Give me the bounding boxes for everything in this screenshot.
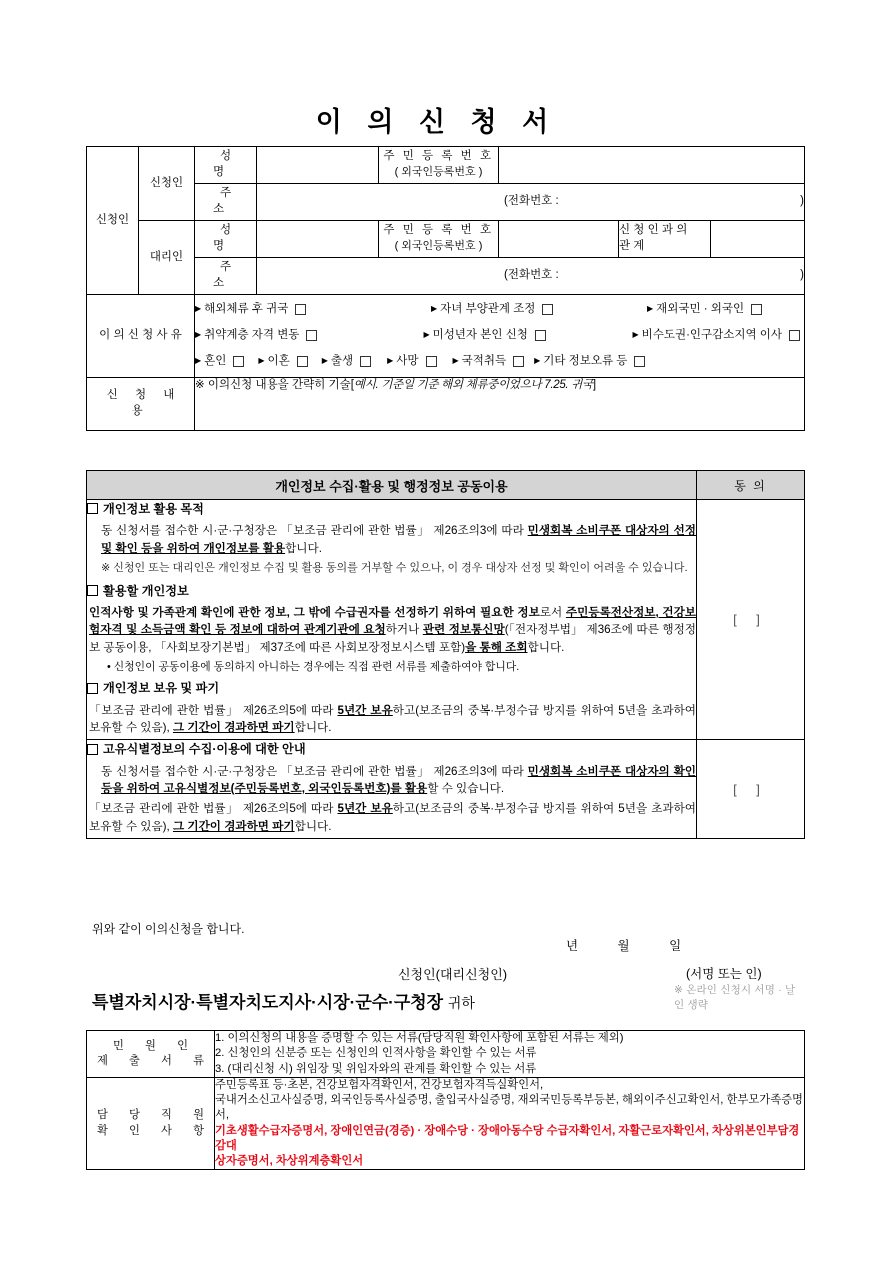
reason-option-overseas-return[interactable]: ▶ 해외체류 후 귀국 (195, 302, 431, 318)
consent-table (86, 470, 805, 839)
checkbox[interactable] (426, 356, 437, 367)
table-row (87, 1077, 805, 1170)
reason-option-relocation[interactable]: ▶ 비수도권·인구감소지역 이사 (633, 328, 805, 344)
consent-heading-retention: 개인정보 보유 및 파기 (87, 679, 696, 697)
consent-info-used-subnote: • 신청인이 공동이용에 동의하지 아니하는 경우에는 직접 관련 서류를 제출하여야 합니다. (107, 661, 520, 674)
objection-reasons-cell (195, 295, 805, 378)
table-row (87, 295, 805, 378)
consent-info-used-paragraph: 인적사항 및 가족관계 확인에 관한 정보, 그 밖에 수급권자를 선정하기 위하여 필요한 정보로서 주민등록전산정보, 건강보험자격 및 소득금액 확인 등 정보에 대하여 관계기관에 요청하거나 관련 정보통신망(「전자정부법」 제36조에 따른 행정정보 공동이용, 「사회보장기본법」 제37조에 따른 사회보장정보시스템 포함)을 통해 조회합니다. (89, 605, 697, 654)
label-relation-agent: 신 청 인 과 의 관 계 (619, 221, 711, 258)
list-item-highlighted: 상자증명서, 차상위계층확인서 (215, 1155, 364, 1167)
input-relation-agent[interactable] (711, 221, 805, 258)
consent-section-unique-id (87, 740, 697, 839)
consent-unique-id-retention: 「보조금 관리에 관한 법률」 제26조의5에 따라 5년간 보유하고(보조금의 중복·부정수급 방지를 위하여 5년을 초과하여 보유할 수 있음), 그 기간이 경과하면 파기합니다. (89, 802, 696, 833)
consent-purpose-paragraph: 동 신청서를 접수한 시·군·구청장은 「보조금 관리에 관한 법률」 제26조의3에 따라 민생회복 소비쿠폰 대상자의 선정 및 확인 등을 위하여 개인정보를 활용합니다. (101, 524, 697, 555)
addressee-line (92, 988, 475, 1013)
consent-heading-unique-id: 고유식별정보의 수집·이용에 대한 안내 (87, 740, 696, 758)
input-name-applicant[interactable] (257, 147, 379, 184)
checkbox[interactable] (513, 356, 524, 367)
consent-retention-paragraph: 「보조금 관리에 관한 법률」 제26조의5에 따라 5년간 보유하고(보조금의 중복·부정수급 방지를 위하여 5년을 초과하여 보유할 수 있음), 그 기간이 경과하면 파기합니다. (89, 703, 696, 734)
reason-row-3 (195, 349, 804, 375)
addressee-suffix: 귀하 (447, 995, 475, 1011)
label-rrn-agent: 주 민 등 록 번 호 ( 외국인등록번호 ) (379, 221, 499, 258)
list-item: 국내거소신고사실증명, 외국인등록사실증명, 출입국사실증명, 재외국민등록부등본, 해외이주신고확인서, 한부모가족증명서, (215, 1094, 803, 1122)
arrow-icon: ▶ (195, 355, 202, 365)
arrow-icon: ▶ (423, 329, 430, 339)
arrow-icon: ▶ (258, 355, 265, 365)
reason-option-minor-self-apply[interactable]: ▶ 미성년자 본인 신청 (423, 328, 632, 344)
arrow-icon: ▶ (452, 355, 459, 365)
reason-option-vulnerable-change[interactable]: ▶ 취약계층 자격 변동 (195, 328, 423, 344)
label-address-applicant: 주 소 (195, 184, 257, 221)
table-row (87, 147, 805, 184)
citizen-documents-list (215, 1031, 805, 1078)
checkbox[interactable] (542, 304, 553, 315)
addressee-title: 특별자치시장·특별자치도지사·시장·군수·구청장 (92, 993, 444, 1012)
input-address-applicant[interactable] (257, 184, 805, 221)
reason-option-child-support[interactable]: ▶ 자녀 부양관계 조정 (431, 302, 647, 318)
reason-option-birth[interactable]: ▶ 출생 (322, 354, 375, 370)
label-phone-close-applicant: ) (800, 195, 805, 208)
reason-row-2 (195, 323, 804, 349)
consent-header-title: 개인정보 수집·활용 및 행정정보 공동이용 (87, 471, 697, 500)
agree-input-1[interactable]: [ ] (697, 500, 805, 740)
arrow-icon: ▶ (195, 303, 202, 313)
consent-header-row (87, 471, 805, 500)
consent-body-row-1 (87, 500, 805, 740)
signature-statement: 위와 같이 이의신청을 합니다. (92, 922, 245, 936)
input-name-agent[interactable] (257, 221, 379, 258)
required-documents-table (86, 1030, 805, 1170)
signature-date-line[interactable]: 년 월 일 (566, 939, 700, 953)
section-label-applicant: 신청인 (87, 147, 139, 295)
label-phone-agent: (전화번호 : (504, 269, 559, 282)
input-rrn-agent[interactable] (499, 221, 619, 258)
reason-row-1 (195, 297, 804, 323)
list-item: 주민등록표 등·초본, 건강보험자격확인서, 건강보험자격득실확인서, (215, 1078, 544, 1091)
list-item: 1. 이의신청의 내용을 증명할 수 있는 서류(담당직원 확인사항에 포함된 서류는 제외) (215, 1032, 624, 1044)
label-name-applicant: 성 명 (195, 147, 257, 184)
group-label-agent: 대리인 (139, 221, 195, 295)
list-item: 3. (대리신청 시) 위임장 및 위임자와의 관계를 확인할 수 있는 서류 (215, 1062, 537, 1075)
arrow-icon: ▶ (321, 355, 328, 365)
arrow-icon: ▶ (534, 355, 541, 365)
input-application-content[interactable]: ※ 이의신청 내용을 간략히 기술[예시. 기준일 기준 해외 체류중이었으나 7.25. 귀국] (195, 378, 805, 431)
checkbox-outline-icon (87, 744, 98, 755)
applicant-info-table (86, 146, 805, 431)
consent-heading-purpose: 개인정보 활용 목적 (87, 500, 696, 518)
label-objection-reasons: 이 의 신 청 사 유 (87, 295, 195, 378)
arrow-icon: ▶ (431, 303, 438, 313)
consent-heading-info-used: 활용할 개인정보 (87, 582, 696, 600)
checkbox-outline-icon (87, 585, 98, 596)
reason-option-divorce[interactable]: ▶ 이혼 (258, 354, 311, 370)
checkbox[interactable] (751, 304, 762, 315)
arrow-icon: ▶ (632, 329, 639, 339)
table-row (87, 378, 805, 431)
group-label-applicant: 신청인 (139, 147, 195, 221)
reason-option-overseas-korean[interactable]: ▶ 재외국민 · 외국인 (647, 302, 766, 318)
input-address-agent[interactable] (257, 258, 805, 295)
consent-purpose-note: ※ 신청인 또는 대리인은 개인정보 수집 및 활용 동의를 거부할 수 있으나, 이 경우 대상자 선정 및 확인이 어려울 수 있습니다. (101, 562, 688, 575)
label-name-agent: 성 명 (195, 221, 257, 258)
checkbox[interactable] (535, 330, 546, 341)
checkbox[interactable] (297, 356, 308, 367)
label-address-agent: 주 소 (195, 258, 257, 295)
label-application-content: 신 청 내 용 (87, 378, 195, 431)
label-phone-applicant: (전화번호 : (504, 195, 559, 208)
checkbox[interactable] (233, 356, 244, 367)
table-row (87, 1031, 805, 1078)
page-title: 이 의 신 청 서 (315, 107, 558, 137)
checkbox-outline-icon (87, 503, 98, 514)
checkbox[interactable] (789, 330, 800, 341)
list-item-highlighted: 기초생활수급자증명서, 장애인연금(경증) · 장애수당 · 장애아동수당 수급자확인서, 자활근로자확인서, 차상위본인부담경감대 (215, 1124, 800, 1152)
label-phone-close-agent: ) (800, 269, 805, 282)
consent-header-agree: 동 의 (697, 471, 805, 500)
reason-option-marriage[interactable]: ▶ 혼인 (195, 354, 248, 370)
agree-input-2[interactable]: [ ] (697, 740, 805, 839)
consent-body-row-2 (87, 740, 805, 839)
label-staff-verification: 담 당 직 원 확 인 사 항 (87, 1077, 215, 1170)
application-content-guide: ※ 이의신청 내용을 간략히 기술[ (195, 379, 354, 391)
checkbox-outline-icon (87, 683, 98, 694)
arrow-icon: ▶ (647, 303, 654, 313)
application-content-example: 예시. 기준일 기준 해외 체류중이었으나 7.25. 귀국 (353, 379, 593, 391)
table-row (87, 184, 805, 221)
label-citizen-documents: 민 원 인 제 출 서 류 (87, 1031, 215, 1078)
reason-option-death[interactable]: ▶ 사망 (387, 354, 440, 370)
arrow-icon: ▶ (195, 329, 202, 339)
signature-seal-label: (서명 또는 인) (686, 967, 762, 981)
checkbox[interactable] (634, 356, 645, 367)
table-row (87, 258, 805, 295)
table-row (87, 221, 805, 258)
checkbox[interactable] (306, 330, 317, 341)
staff-verification-list (215, 1077, 805, 1170)
reason-option-nationality[interactable]: ▶ 국적취득 (453, 354, 529, 370)
consent-unique-id-paragraph: 동 신청서를 접수한 시·군·구청장은 「보조금 관리에 관한 법률」 제26조의3에 따라 민생회복 소비쿠폰 대상자의 확인 등을 위하여 고유식별정보(주민등록번호, 외국인등록번호)를 활용할 수 있습니다. (101, 764, 697, 795)
reason-option-other-error[interactable]: ▶ 기타 정보오류 등 (534, 354, 649, 370)
label-rrn-applicant: 주 민 등 록 번 호 ( 외국인등록번호 ) (379, 147, 499, 184)
list-item: 2. 신청인의 신분증 또는 신청인의 인적사항을 확인할 수 있는 서류 (215, 1047, 537, 1060)
consent-section-group-1 (87, 500, 697, 740)
signature-online-note: ※ 온라인 신청시 서명 · 날인 생략 (674, 984, 796, 1011)
arrow-icon: ▶ (387, 355, 394, 365)
signature-applicant-label: 신청인(대리신청인) (398, 967, 508, 982)
checkbox[interactable] (295, 304, 306, 315)
input-rrn-applicant[interactable] (499, 147, 805, 184)
checkbox[interactable] (360, 356, 371, 367)
